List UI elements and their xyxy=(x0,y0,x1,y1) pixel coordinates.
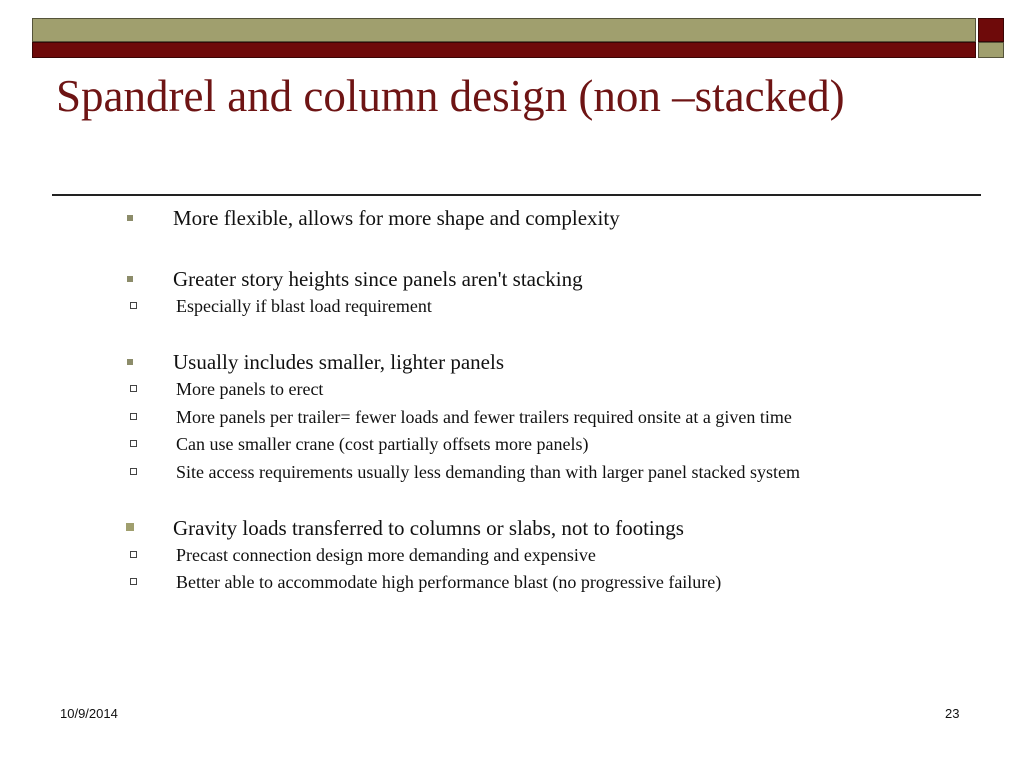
square-bullet-icon xyxy=(127,276,133,282)
sub-bullet-text: Better able to accommodate high performance blast (no progressive failure) xyxy=(176,572,722,593)
hollow-square-bullet-icon xyxy=(130,440,137,447)
sub-bullet-text: Site access requirements usually less demanding than with larger panel stacked system xyxy=(176,461,800,482)
header-band-red xyxy=(32,42,976,58)
sub-bullet-item xyxy=(75,434,974,456)
bullet-text: Gravity loads transferred to columns or slabs, not to footings xyxy=(173,515,684,540)
header-corner-olive xyxy=(978,42,1004,58)
sub-bullet-text: Can use smaller crane (cost partially offsets more panels) xyxy=(176,434,589,455)
sub-bullet-item xyxy=(75,545,974,567)
sub-bullet-item xyxy=(75,296,974,318)
square-bullet-icon xyxy=(126,523,134,531)
title-divider xyxy=(52,194,981,196)
bullet-item xyxy=(124,350,974,375)
sub-bullet-text: More panels to erect xyxy=(176,379,324,400)
bullet-text: Usually includes smaller, lighter panels xyxy=(173,349,504,374)
header-corner-red xyxy=(978,18,1004,42)
sub-bullet-item xyxy=(75,379,974,401)
hollow-square-bullet-icon xyxy=(130,385,137,392)
hollow-square-bullet-icon xyxy=(130,413,137,420)
hollow-square-bullet-icon xyxy=(130,578,137,585)
square-bullet-icon xyxy=(127,215,133,221)
bullet-text: More flexible, allows for more shape and complexity xyxy=(173,206,620,230)
sub-bullet-text: Especially if blast load requirement xyxy=(176,296,432,317)
hollow-square-bullet-icon xyxy=(130,302,137,309)
sub-bullet-item xyxy=(75,462,974,484)
footer-date: 10/9/2014 xyxy=(60,706,118,721)
bullet-item xyxy=(124,267,974,292)
bullet-text: Greater story heights since panels aren't stacking xyxy=(173,267,583,292)
sub-bullet-text: More panels per trailer= fewer loads and fewer trailers required onsite at a given time xyxy=(176,406,792,427)
sub-bullet-item xyxy=(75,572,974,594)
sub-bullet-item xyxy=(75,407,974,429)
slide-title: Spandrel and column design (non –stacked) xyxy=(56,71,845,121)
hollow-square-bullet-icon xyxy=(130,468,137,475)
slide-content xyxy=(124,206,974,594)
bullet-item xyxy=(124,206,974,231)
header-band-olive xyxy=(32,18,976,42)
bullet-item xyxy=(124,516,974,541)
page-number: 23 xyxy=(945,706,960,721)
sub-bullet-text: Precast connection design more demanding and expensive xyxy=(176,544,596,565)
square-bullet-icon xyxy=(127,359,133,365)
hollow-square-bullet-icon xyxy=(130,551,137,558)
